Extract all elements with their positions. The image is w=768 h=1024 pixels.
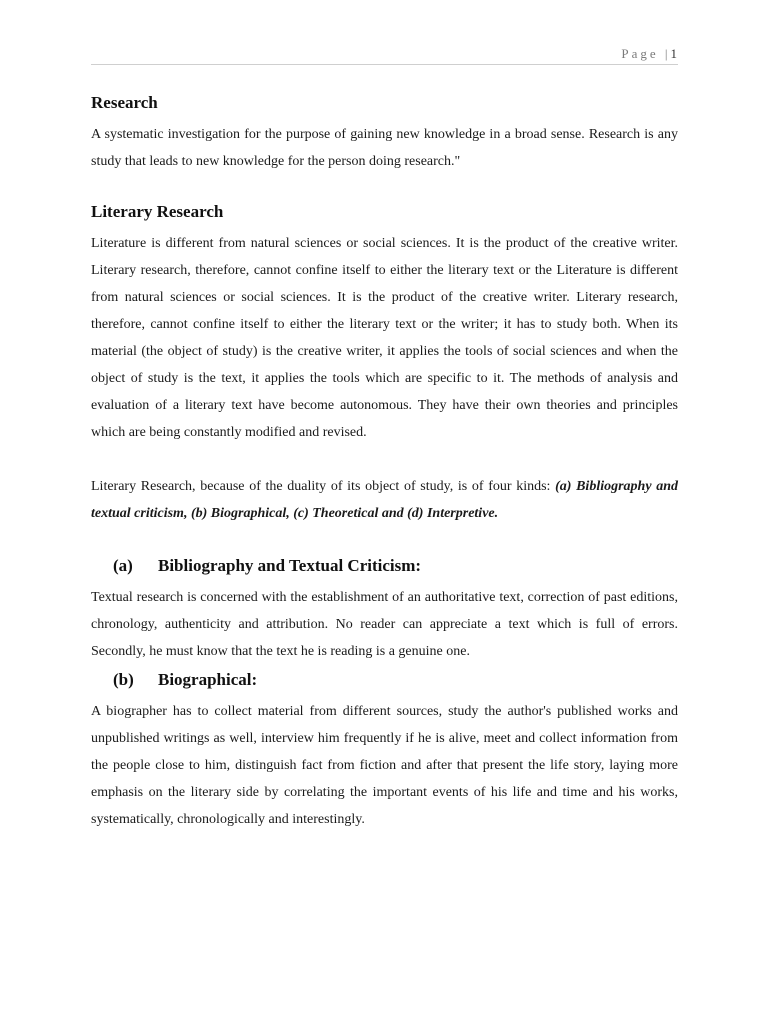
section-b-heading [113, 668, 678, 692]
section-b-label: (b) [113, 670, 134, 689]
literary-research-heading: Literary Research [91, 202, 224, 221]
section-b-title: Biographical: [158, 670, 258, 689]
section-a-label: (a) [113, 556, 133, 575]
section-a-paragraph: Textual research is concerned with the establishment of an authoritative text, correction of past editions, chronology, authenticity and attribution. No reader can appreciate a text which is full of errors. Secondly, he must know that the text he is reading is a genuine one. [91, 590, 678, 659]
page-header [91, 46, 678, 65]
literary-research-paragraph: Literature is different from natural sciences or social sciences. It is the product of the creative writer. Literary research, therefore, cannot confine itself to either the literary text or the Literature is different from natural sciences or social sciences. It is the product of the creative writer. Literary research, therefore, cannot confine itself to either the literary text or the writer; it has to study both. When its material (the object of study) is the creative writer, it applies the tools of social sciences and when the object of study is the text, it applies the tools which are specific to it. The methods of analysis and evaluation of a literary text have become autonomous. They have their own theories and principles which are being constantly modified and revised. [91, 236, 678, 440]
page-label: Page [621, 46, 659, 61]
section-a-heading [113, 554, 678, 578]
section-b-paragraph: A biographer has to collect material from different sources, study the author's published works and unpublished writings as well, interview him frequently if he is alive, meet and collect information from the people close to him, distinguish fact from fiction and after that present the life story, laying more emphasis on the literary side by correlating the important events of his life and time and his works, systematically, chronologically and interestingly. [91, 704, 678, 827]
document-body [91, 91, 678, 833]
page-number: 1 [670, 46, 678, 61]
page-number-label [621, 46, 678, 62]
kinds-list: (a) Bibliography and textual criticism, (b) Biographical, (c) Theoretical and (d) Interpretive. [91, 479, 678, 521]
page-separator: | [664, 46, 671, 61]
literary-research-kinds-paragraph [91, 473, 678, 527]
research-heading: Research [91, 93, 158, 112]
research-paragraph: A systematic investigation for the purpose of gaining new knowledge in a broad sense. Research is any study that leads to new knowledge for the person doing research." [91, 127, 678, 169]
kinds-intro: Literary Research, because of the duality of its object of study, is of four kinds: [91, 479, 556, 494]
section-a-title: Bibliography and Textual Criticism: [158, 556, 422, 575]
